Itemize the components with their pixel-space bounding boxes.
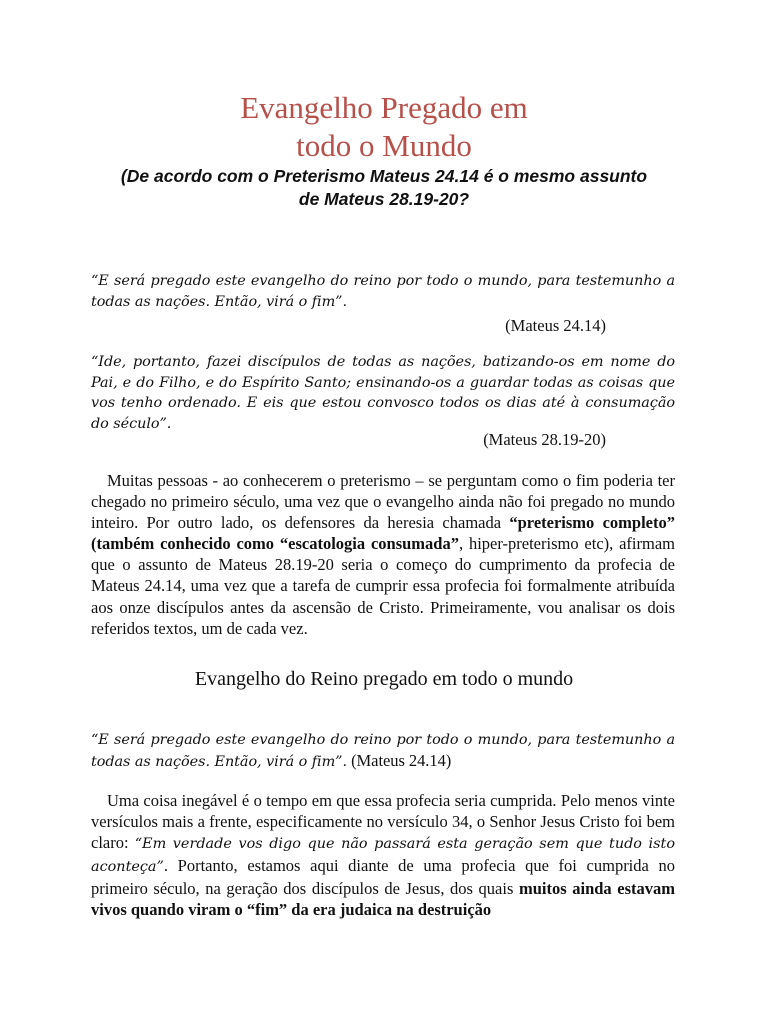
paragraph-1-text-cont: , hiper-preterismo etc), afirmam que o assunto de Mateus 28.19-20 seria o começo do cumprimento da profecia de Mateus 24.14, uma vez que a tarefa de cumprir essa profecia foi formalmente atribuída aos onze discípulos antes da ascensão de Cristo. Primeiramente, vou analisar os dois referidos textos, um de cada vez.	[91, 534, 675, 638]
paragraph-2-text-cont: . Portanto, estamos aqui diante de uma profecia que foi cumprida no primeiro século, na geração dos discípulos de Jesus, dos quais	[91, 856, 675, 899]
quote-3-reference: (Mateus 24.14)	[347, 750, 452, 770]
quote-3-text: “E será pregado este evangelho do reino por todo o mundo, para testemunho a todas as nações. Então, virá o fim”.	[91, 732, 675, 770]
paragraph-2-bold-text: muitos ainda estavam vivos quando viram o “fim” da era judaica na destruição	[91, 879, 675, 920]
paragraph-1-text: Muitas pessoas - ao conhecerem o preterismo – se perguntam como o fim poderia ter chegado no primeiro século, uma vez que o evangelho ainda não foi pregado no mundo inteiro. Por outro lado, os defensores da heresia chamada	[91, 471, 675, 533]
quote-mateus-28-19: “Ide, portanto, fazei discípulos de todas as nações, batizando-os em nome do Pai, e do Filho, e do Espírito Santo; ensinando-os a guardar todas as coisas que vos tenho ordenado. E eis que estou convosco todos os dias até à consumação do século”.	[91, 354, 675, 432]
paragraph-1-bold-text: “preterismo completo” (também conhecido como “escatologia consumada”	[91, 513, 675, 554]
quote-reference-1: (Mateus 24.14)	[505, 316, 606, 335]
quote-reference-2: (Mateus 28.19-20)	[483, 430, 606, 449]
paragraph-2-italic-quote: “Em verdade vos digo que não passará esta geração sem que tudo isto aconteça”	[91, 836, 675, 876]
section-heading: Evangelho do Reino pregado em todo o mundo	[194, 668, 574, 690]
body-paragraph-1	[91, 470, 675, 639]
quote-mateus-24-14-repeat	[91, 730, 675, 772]
quote-mateus-24-14: “E será pregado este evangelho do reino por todo o mundo, para testemunho a todas as nações. Então, virá o fim”.	[91, 273, 675, 310]
title-line-2: todo o Mundo	[296, 128, 472, 163]
title-line-1: Evangelho Pregado em	[240, 90, 528, 125]
document-subtitle: (De acordo com o Preterismo Mateus 24.14 é o mesmo assunto de Mateus 28.19-20?	[120, 166, 648, 209]
paragraph-2-text: Uma coisa inegável é o tempo em que essa profecia seria cumprida. Pelo menos vinte versículos mais a frente, especificamente no versículo 34, o Senhor Jesus Cristo foi bem claro:	[91, 791, 675, 853]
body-paragraph-2	[91, 790, 675, 921]
document-title	[0, 89, 768, 165]
